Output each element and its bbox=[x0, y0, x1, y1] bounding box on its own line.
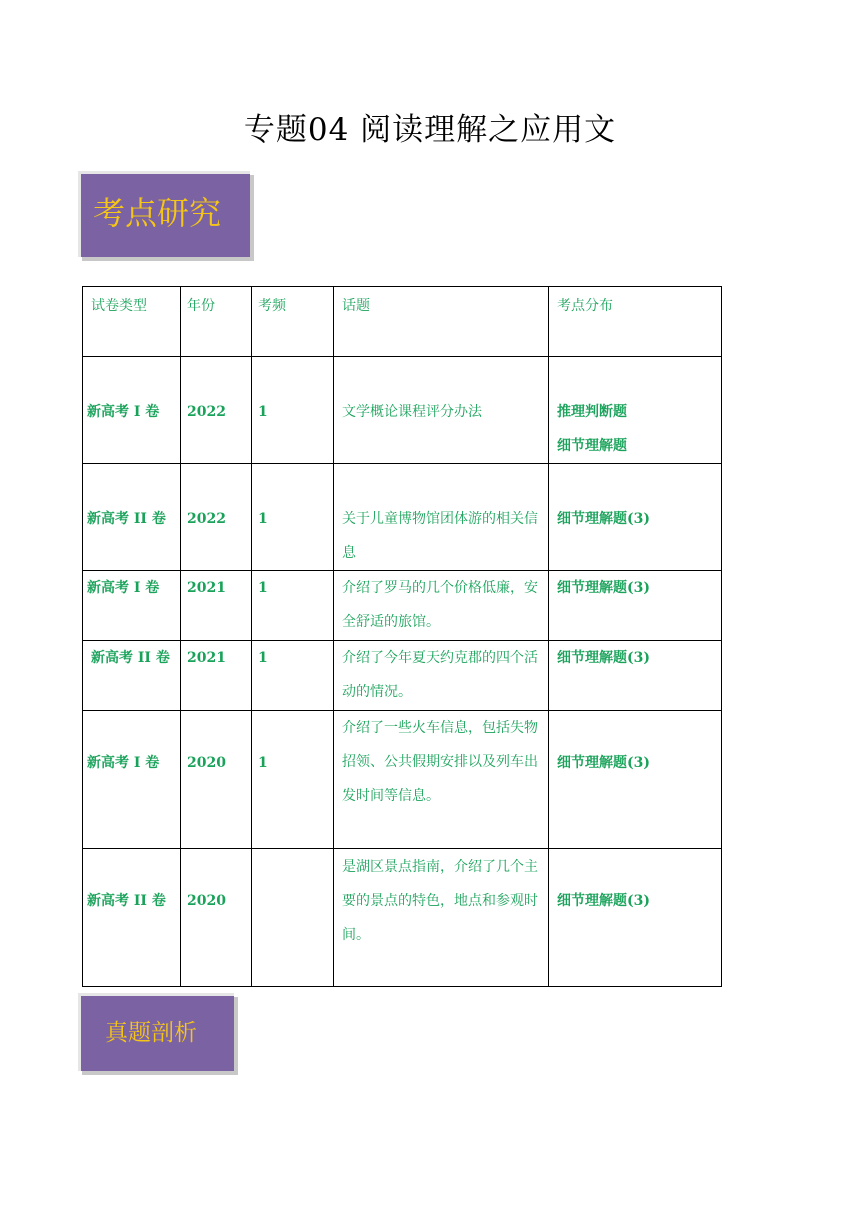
cell-distribution: 细节理解题(3) bbox=[549, 464, 722, 571]
cell-year: 2022 bbox=[181, 464, 252, 571]
cell-distribution: 细节理解题(3) bbox=[549, 571, 722, 641]
cell-year: 2021 bbox=[181, 641, 252, 711]
exam-analysis-table bbox=[82, 286, 722, 987]
table-header-row bbox=[83, 287, 722, 357]
cell-exam-type: 新高考 II 卷 bbox=[83, 464, 181, 571]
cell-topic: 文学概论课程评分办法 bbox=[334, 357, 549, 464]
cell-distribution: 细节理解题(3) bbox=[549, 641, 722, 711]
distribution-item: 推理判断题 bbox=[557, 404, 627, 420]
cell-year: 2022 bbox=[181, 357, 252, 464]
cell-year: 2020 bbox=[181, 849, 252, 987]
header-distribution: 考点分布 bbox=[549, 287, 722, 357]
cell-exam-type: 新高考 I 卷 bbox=[83, 571, 181, 641]
cell-exam-type: 新高考 II 卷 bbox=[83, 641, 181, 711]
distribution-item: 细节理解题 bbox=[557, 438, 627, 454]
table-row bbox=[83, 464, 722, 571]
cell-frequency: 1 bbox=[252, 711, 334, 849]
cell-frequency bbox=[252, 849, 334, 987]
table-row bbox=[83, 357, 722, 464]
header-topic: 话题 bbox=[334, 287, 549, 357]
table-row bbox=[83, 641, 722, 711]
table-row bbox=[83, 571, 722, 641]
cell-exam-type: 新高考 II 卷 bbox=[83, 849, 181, 987]
header-exam-type: 试卷类型 bbox=[83, 287, 181, 357]
section-label-zhenti-pouxi: 真题剖析 bbox=[78, 993, 234, 1071]
table-row bbox=[83, 711, 722, 849]
table-row bbox=[83, 849, 722, 987]
cell-year: 2020 bbox=[181, 711, 252, 849]
cell-exam-type: 新高考 I 卷 bbox=[83, 357, 181, 464]
section-label-kaodian-yanjiu: 考点研究 bbox=[78, 171, 250, 257]
cell-exam-type: 新高考 I 卷 bbox=[83, 711, 181, 849]
cell-topic: 介绍了今年夏天约克郡的四个活动的情况。 bbox=[334, 641, 549, 711]
cell-topic: 关于儿童博物馆团体游的相关信息 bbox=[334, 464, 549, 571]
cell-frequency: 1 bbox=[252, 464, 334, 571]
page-title: 专题04 阅读理解之应用文 bbox=[243, 112, 617, 148]
cell-frequency: 1 bbox=[252, 641, 334, 711]
cell-distribution bbox=[549, 357, 722, 464]
cell-distribution: 细节理解题(3) bbox=[549, 849, 722, 987]
cell-year: 2021 bbox=[181, 571, 252, 641]
cell-frequency: 1 bbox=[252, 571, 334, 641]
cell-topic: 介绍了罗马的几个价格低廉，安全舒适的旅馆。 bbox=[334, 571, 549, 641]
cell-frequency: 1 bbox=[252, 357, 334, 464]
cell-distribution: 细节理解题(3) bbox=[549, 711, 722, 849]
cell-topic: 介绍了一些火车信息，包括失物招领、公共假期安排以及列车出发时间等信息。 bbox=[334, 711, 549, 849]
header-frequency: 考频 bbox=[252, 287, 334, 357]
cell-topic: 是湖区景点指南，介绍了几个主要的景点的特色，地点和参观时间。 bbox=[334, 849, 549, 987]
header-year: 年份 bbox=[181, 287, 252, 357]
